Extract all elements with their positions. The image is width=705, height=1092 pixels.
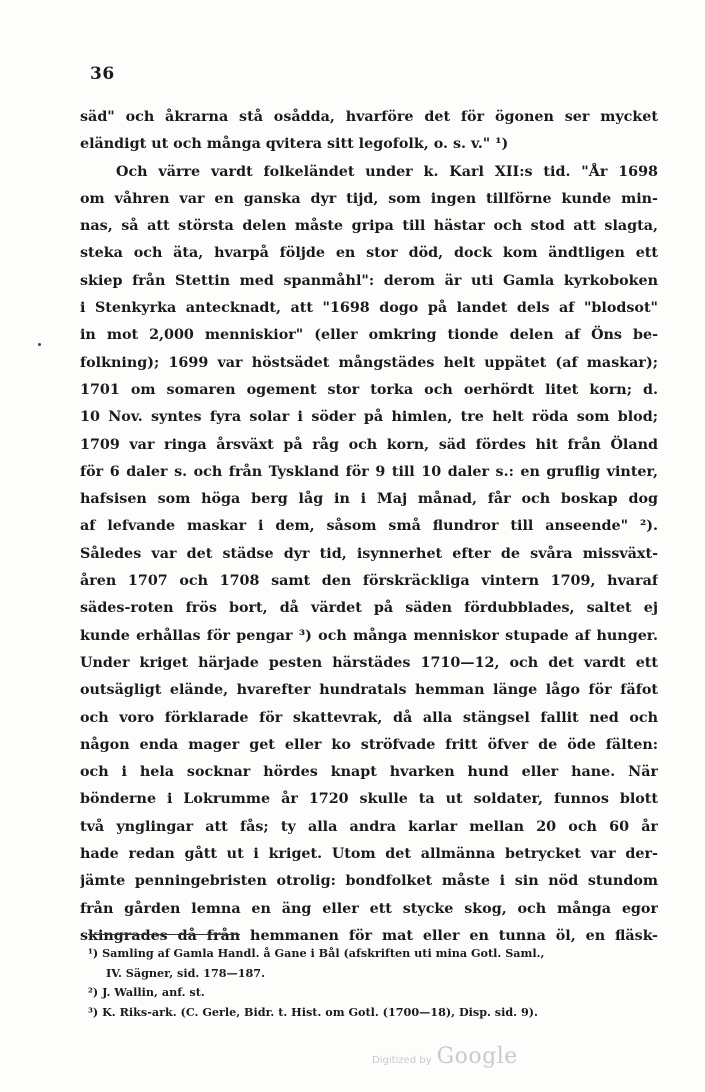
page-number: 36 (90, 64, 115, 84)
text-line: hafsisen som höga berg låg in i Maj månad, får och boskap dog (80, 491, 658, 508)
text-line: nas, så att största delen måste gripa till hästar och stod att slagta, (80, 218, 658, 235)
text-line: två ynglingar att fås; ty alla andra karlar mellan 20 och 60 år (80, 818, 658, 835)
text-line: steka och äta, hvarpå följde en stor död, dock kom ändtligen ett (80, 245, 658, 262)
text-line: outsägligt elände, hvarefter hundratals hemman länge lågo för fäfot (80, 682, 658, 699)
footnotes (88, 944, 658, 1022)
text-line: skingrades då från hemmanen för mat eller en tunna öl, en fläsk- (80, 927, 658, 944)
text-line: Således var det städse dyr tid, isynnerhet efter de svåra missväxt- (80, 545, 658, 562)
text-line: hade redan gått ut i kriget. Utom det allmänna betrycket var der- (80, 846, 658, 863)
text-line: för 6 daler s. och från Tyskland för 9 till 10 daler s.: en gruflig vinter, (80, 463, 658, 480)
text-line: eländigt ut och många qvitera sitt legofolk, o. s. v." ¹) (80, 136, 509, 153)
text-line: 1709 var ringa årsväxt på råg och korn, säd fördes hit från Öland (80, 436, 658, 453)
text-line: kunde erhållas för pengar ³) och många menniskor stupade af hunger. (80, 627, 658, 644)
text-line: Under kriget härjade pesten härstädes 1710—12, och det vardt ett (80, 654, 658, 671)
google-logo: Google (436, 1044, 518, 1069)
text-line: åren 1707 och 1708 samt den förskräckliga vintern 1709, hvaraf (80, 573, 658, 590)
text-line: någon enda mager get eller ko ströfvade fritt öfver de öde fälten: (80, 736, 658, 753)
text-line: om våhren var en ganska dyr tijd, som ingen tillförne kunde min- (80, 190, 658, 207)
text-line: Och värre vardt folkeländet under k. Karl XII:s tid. "År 1698 (116, 163, 658, 180)
text-line: in mot 2,000 menniskior" (eller omkring tionde delen af Öns be- (80, 327, 658, 344)
text-line: skiep från Stettin med spanmåhl": derom är uti Gamla kyrkoboken (80, 272, 658, 289)
footnote-3: ³) K. Riks-ark. (C. Gerle, Bidr. t. Hist. om Gotl. (1700—18), Disp. sid. 9). (88, 1004, 538, 1019)
footnote-2: ²) J. Wallin, anf. st. (88, 985, 205, 999)
watermark-prefix: Digitized by (372, 1055, 432, 1066)
text-line: säd" och åkrarna stå osådda, hvarföre det för ögonen ser mycket (80, 109, 658, 125)
body-text (80, 104, 658, 950)
footnote-1-continued: IV. Sägner, sid. 178—187. (106, 965, 265, 980)
footnote-1: ¹) Samling af Gamla Handl. å Gane i Bål (afskriften uti mina Gotl. Saml., (88, 946, 545, 960)
text-line: från gården lemna en äng eller ett stycke skog, och många egor (80, 900, 658, 917)
text-line: 10 Nov. syntes fyra solar i söder på himlen, tre helt röda som blod; (80, 409, 658, 426)
text-line: af lefvande maskar i dem, såsom små flundror till anseende" ²). (80, 518, 658, 535)
text-line: och voro förklarade för skattevrak, då alla stängsel fallit ned och (80, 709, 658, 726)
text-line: bönderne i Lokrumme år 1720 skulle ta ut soldater, funnos blott (80, 791, 658, 808)
text-line: folkning); 1699 var höstsädet mångstädes helt uppätet (af maskar); (80, 354, 658, 371)
footnote-divider (88, 934, 240, 935)
google-watermark (372, 1044, 518, 1069)
text-line: jämte penningebristen otrolig: bondfolket måste i sin nöd stundom (80, 873, 658, 890)
text-line: i Stenkyrka antecknadt, att "1698 dogo på landet dels af "blodsot" (80, 300, 658, 317)
text-line: 1701 om somaren ogement stor torka och oerhördt litet korn; d. (80, 381, 658, 398)
text-line: sädes-roten frös bort, då värdet på säden fördubblades, saltet ej (80, 600, 658, 617)
text-line: och i hela socknar hördes knapt hvarken hund eller hane. När (80, 764, 658, 781)
ink-speck (38, 343, 41, 346)
